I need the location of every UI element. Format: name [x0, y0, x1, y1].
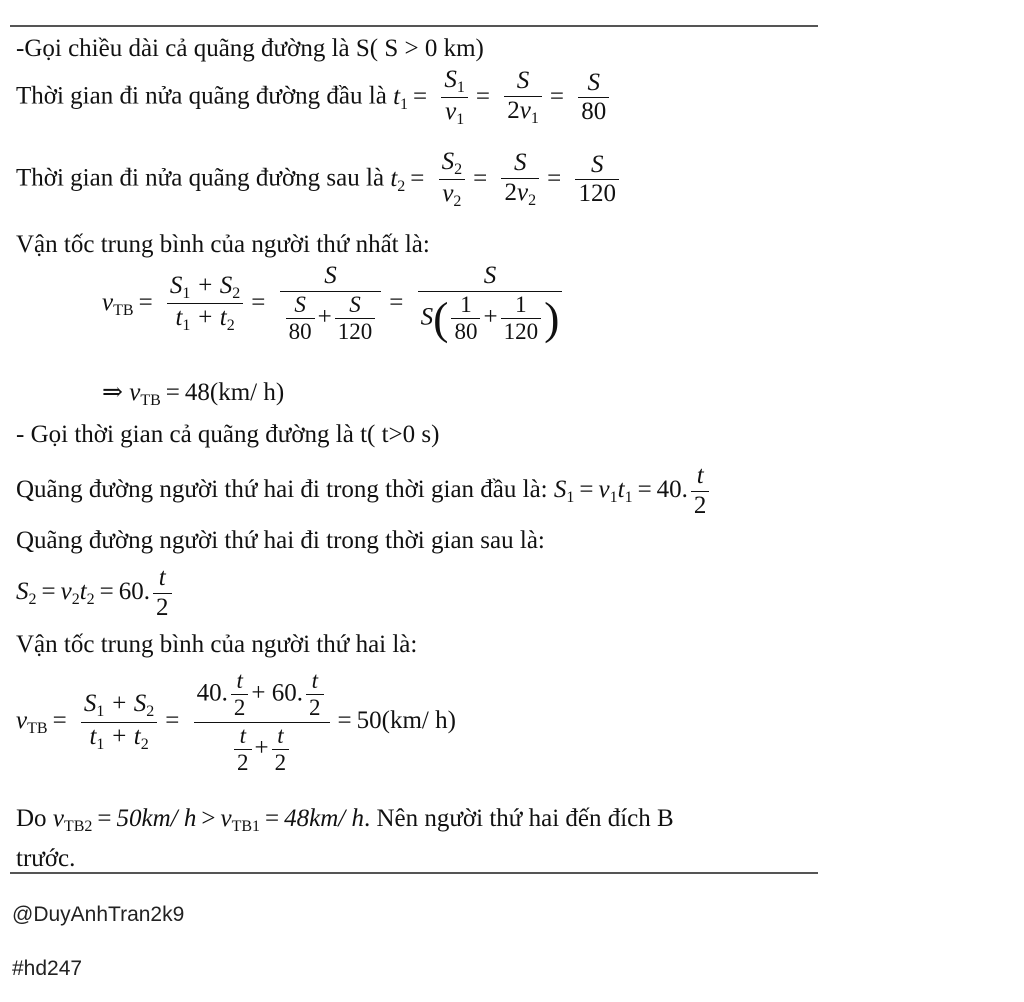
hashtag: #hd247	[12, 957, 83, 980]
avg-speed-first-result: ⇒ $v_{TB} = 48(km/$ h)	[102, 379, 285, 409]
avg-speed-second-value: 50(km/ h)	[356, 707, 456, 735]
distance-first-line: Quãng đường người thứ hai đi trong thời gian đầu là: $S_1 = v_1t_1 = 40$. $\frac{t}{2}$	[16, 462, 712, 521]
avg-speed-second-heading: Vận tốc trung bình của người thứ hai là:	[16, 631, 418, 658]
distance-second-formula: $S_2 = v_2t_2 = 60$. $\frac{t}{2}$	[16, 564, 175, 623]
avg-speed-first-value: 48(km/ h)	[184, 379, 285, 406]
time-second-half-line: Thời gian đi nửa quãng đường sau là $t_2$ = $\frac{S_2}{v_2}$ = $\frac{S}{2v_2}$ = $\frac{S}{120}$	[16, 148, 622, 212]
author-credit: @DuyAnhTran2k9	[12, 903, 185, 926]
intro-line: -Gọi chiều dài cả quãng đường là S( S > 0 km)	[16, 35, 484, 62]
time-total-line: - Gọi thời gian cả quãng đường là t( t>0 s)	[16, 421, 440, 448]
time-first-half-line: Thời gian đi nửa quãng đường đầu là $t_1$ = $\frac{S_1}{v_1}$ = $\frac{S}{2v_1}$ = $\frac{S}{80}$	[16, 66, 612, 130]
distance-first-label: Quãng đường người thứ hai đi trong thời gian đầu là:	[16, 475, 548, 503]
avg-speed-second-formula: $v_{TB}$ = $\frac{S_1 + S_2}{t_1 + t_2}$ = 40. $\frac{t}{2}$ + 60. $\frac{t}{2}$ $\frac{t}{2}$ + $\frac{t}{2}$ = 50(km/ h)	[16, 668, 456, 776]
time-second-half-label: Thời gian đi nửa quãng đường sau là	[16, 164, 385, 192]
top-rule	[10, 25, 818, 27]
conclusion-prefix: Do	[16, 805, 47, 832]
time-first-half-label: Thời gian đi nửa quãng đường đầu là	[16, 82, 387, 110]
conclusion-suffix: . Nên người thứ hai đến đích B	[363, 805, 674, 832]
avg-speed-first-formula: $v_{TB}$ = $\frac{S_1 + S_2}{t_1 + t_2}$ = S $\frac{S}{80}$ + $\frac{S}{120}$ = S S( $\frac{1}{80}$ + $\frac{1}{120}$ )	[102, 262, 565, 346]
distance-second-heading: Quãng đường người thứ hai đi trong thời gian sau là:	[16, 527, 545, 554]
conclusion-line: Do $v_{TB2} = 50km/$ $h > v_{TB1} = 48km/$ h. Nên người thứ hai đến đích B	[16, 805, 674, 835]
conclusion-tail: trước.	[16, 845, 76, 872]
bottom-rule	[10, 872, 818, 874]
avg-speed-first-heading: Vận tốc trung bình của người thứ nhất là:	[16, 231, 430, 258]
